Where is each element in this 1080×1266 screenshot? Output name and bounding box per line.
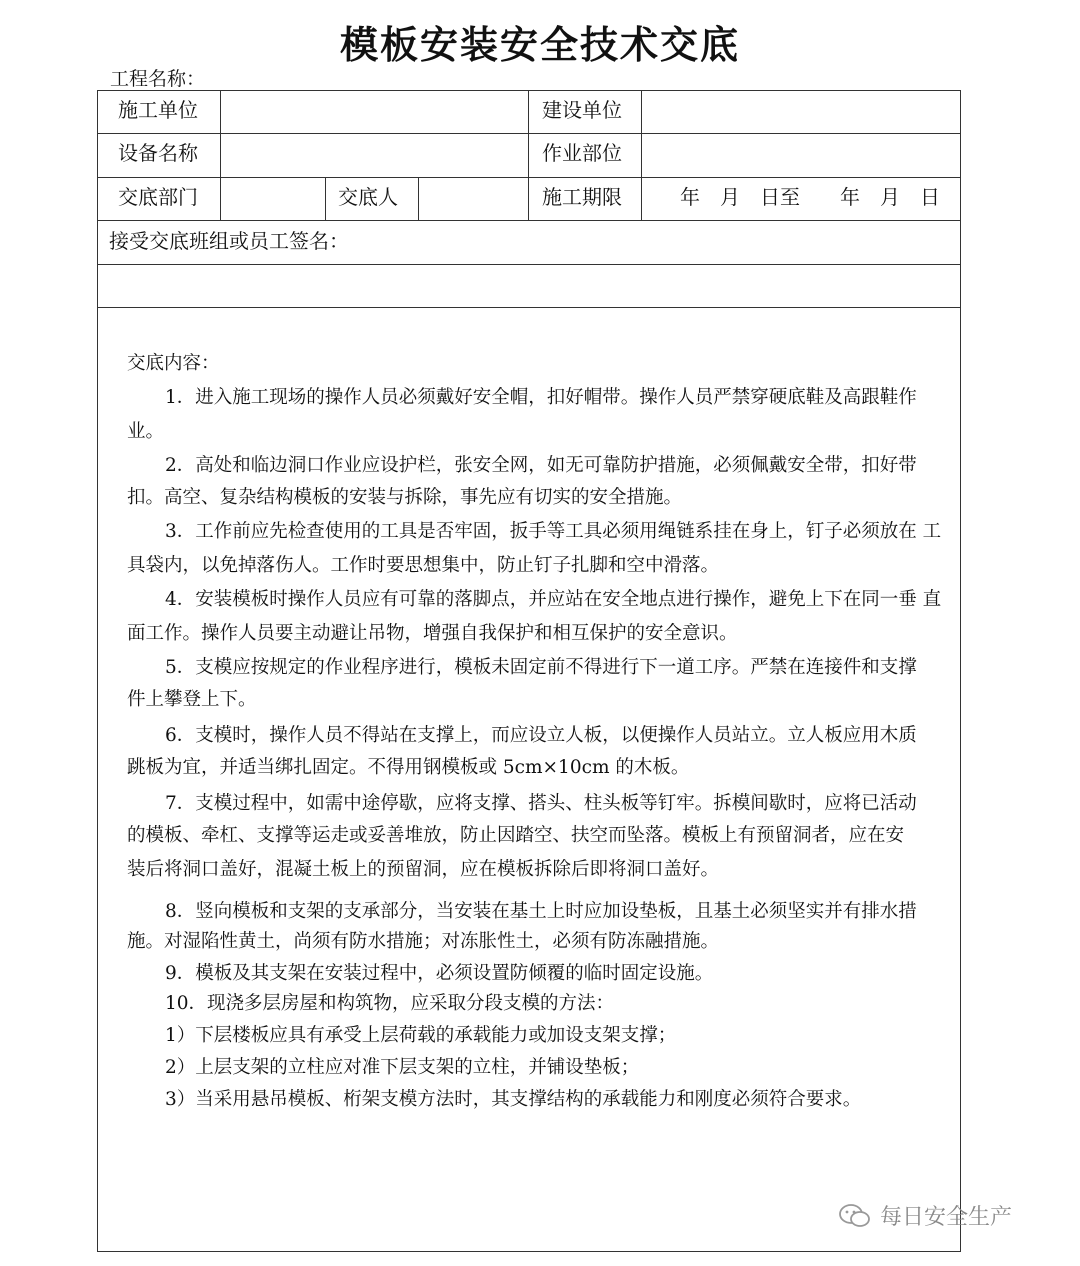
construction-unit-field[interactable] — [222, 93, 526, 131]
owner-unit-label: 建设单位 — [542, 98, 622, 122]
project-name-label: 工程名称： — [110, 68, 206, 90]
content-line: 件上攀登上下。 — [127, 689, 257, 710]
content-line: 1．进入施工现场的操作人员必须戴好安全帽，扣好帽带。操作人员严禁穿硬底鞋及高跟鞋作 — [165, 387, 917, 408]
equipment-name-label: 设备名称 — [118, 141, 198, 165]
content-line: 具袋内，以免掉落伤人。工作时要思想集中，防止钉子扎脚和空中滑落。 — [127, 555, 720, 576]
col-divider — [528, 91, 529, 220]
content-line: 施。对湿陷性黄土，尚须有防水措施；对冻胀性土，必须有防冻融措施。 — [127, 931, 720, 952]
discloser-label: 交底人 — [338, 185, 398, 209]
row-divider — [98, 133, 960, 134]
content-line: 装后将洞口盖好，混凝土板上的预留洞，应在模板拆除后即将洞口盖好。 — [127, 859, 720, 880]
content-line: 8．竖向模板和支架的支承部分，当安装在基土上时应加设垫板，且基土必须坚实并有排水措 — [165, 901, 917, 922]
content-line: 3）当采用悬吊模板、桁架支模方法时，其支撑结构的承载能力和刚度必须符合要求。 — [165, 1089, 862, 1110]
construction-unit-label: 施工单位 — [118, 98, 198, 122]
col-divider — [418, 177, 419, 220]
content-line: 2．高处和临边洞口作业应设护栏，张安全网，如无可靠防护措施，必须佩戴安全带，扣好带 — [165, 455, 917, 476]
row-divider — [98, 220, 960, 221]
document-title: 模板安装安全技术交底 — [339, 23, 740, 67]
row-divider — [98, 264, 960, 265]
content-line: 4．安装模板时操作人员应有可靠的落脚点，并应站在安全地点进行操作，避免上下在同一垂 直 — [165, 589, 942, 610]
construction-period-field[interactable]: 年 月 日至 年 月 日 — [680, 185, 940, 209]
discloser-field[interactable] — [420, 179, 526, 217]
row-divider — [98, 307, 960, 308]
signature-label: 接受交底班组或员工签名： — [109, 229, 349, 253]
col-divider — [220, 91, 221, 177]
content-line: 7．支模过程中，如需中途停歇，应将支撑、搭头、柱头板等钉牢。拆模间歇时，应将已活动 — [165, 793, 917, 814]
disclosure-department-label: 交底部门 — [118, 185, 198, 209]
disclosure-department-field[interactable] — [222, 179, 322, 217]
content-line: 的模板、牵杠、支撑等运走或妥善堆放，防止因踏空、扶空而坠落。模板上有预留洞者，应在安 — [127, 825, 905, 846]
col-divider — [325, 177, 326, 220]
col-divider — [220, 177, 221, 220]
content-line: 业。 — [127, 421, 165, 442]
content-line: 面工作。操作人员要主动避让吊物，增强自我保护和相互保护的安全意识。 — [127, 623, 738, 644]
disclosure-form — [97, 90, 961, 1252]
wechat-icon — [838, 1203, 872, 1229]
content-line: 10．现浇多层房屋和构筑物，应采取分段支模的方法： — [165, 993, 615, 1014]
content-heading: 交底内容： — [127, 353, 220, 374]
content-line: 扣。高空、复杂结构模板的安装与拆除，事先应有切实的安全措施。 — [127, 487, 683, 508]
content-line: 3．工作前应先检查使用的工具是否牢固，扳手等工具必须用绳链系挂在身上，钉子必须放在 工 — [165, 521, 942, 542]
watermark — [838, 1200, 1012, 1231]
construction-period-label: 施工期限 — [542, 185, 622, 209]
content-line: 9．模板及其支架在安装过程中，必须设置防倾覆的临时固定设施。 — [165, 963, 714, 984]
work-location-label: 作业部位 — [542, 141, 622, 165]
content-line: 5．支模应按规定的作业程序进行，模板未固定前不得进行下一道工序。严禁在连接件和支撑 — [165, 657, 917, 678]
owner-unit-field[interactable] — [643, 93, 958, 131]
watermark-text: 每日安全生产 — [880, 1205, 1013, 1230]
content-line: 1）下层楼板应具有承受上层荷载的承载能力或加设支架支撑； — [165, 1025, 677, 1046]
work-location-field[interactable] — [643, 136, 958, 174]
content-line: 2）上层支架的立柱应对准下层支架的立柱，并铺设垫板； — [165, 1057, 640, 1078]
row-divider — [98, 177, 960, 178]
content-line: 6．支模时，操作人员不得站在支撑上，而应设立人板，以便操作人员站立。立人板应用木质 — [165, 725, 917, 746]
col-divider — [641, 91, 642, 220]
content-line: 跳板为宜，并适当绑扎固定。不得用钢模板或 5cm×10cm 的木板。 — [127, 757, 690, 778]
equipment-name-field[interactable] — [222, 136, 526, 174]
signature-field[interactable] — [100, 266, 958, 305]
